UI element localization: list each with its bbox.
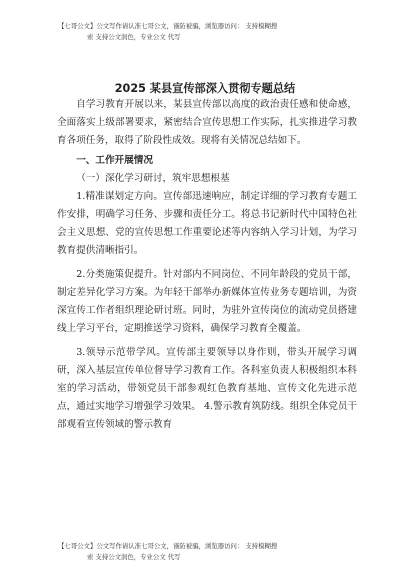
subsection-heading: （一）深化学习研讨，筑牢思想根基: [76, 173, 230, 184]
paragraph-3: 3.领导示范带学风。宣传部主要领导以身作则，带头开展学习调研，深入基层宣传单位督导学习教育工作。各科室负责人积极组织本科室的学习活动，带领党员干部参观红色教育基地、宣传文化先进示范点，通过实地学习增强学习效果。 4.警示教育筑防线。组织全体党员干部观看宣传领域的警示教育: [57, 347, 358, 430]
paragraph-2: 2.分类施策促提升。针对部内不同岗位、不同年龄段的党员干部，制定差异化学习方案。为年轻干部举办新媒体宣传业务专题培训，为资深宣传工作者组织理论研讨班。同时，为驻外宣传岗位的流动党员搭建线上学习平台，定期推送学习资料，确保学习教育全覆盖。: [57, 269, 357, 334]
header-banner-line2: 索 支持公文润色，专业公文 代写: [87, 33, 181, 41]
footer-banner: [58, 541, 378, 563]
paragraph-1: 1.精准谋划定方向。宣传部迅速响应，制定详细的学习教育专题工作安排，明确学习任务、步骤和责任分工。将总书记新时代中国特色社会主义思想、党的宣传思想工作重要论述等内容纳入学习计划，为学习教育提供清晰指引。: [57, 191, 357, 256]
section-heading: 一、工作开展情况: [76, 155, 153, 166]
footer-banner-line1: 【七哥公文】公文写作请认准七哥公文，谨防被骗，浏览器访问： 支持模糊搜: [58, 542, 278, 550]
document-body: [57, 96, 357, 434]
header-banner-line1: 【七哥公文】公文写作请认准七哥公文，谨防被骗，浏览器访问： 支持模糊搜: [58, 22, 278, 30]
document-title: 2025 某县宣传部深入贯彻专题总结: [114, 82, 296, 95]
intro-paragraph: 自学习教育开展以来，某县宣传部以高度的政治责任感和使命感，全面落实上级部署要求，紧密结合宣传思想工作实际，扎实推进学习教育各项任务，取得了阶段性成效。现将有关情况总结如下。: [57, 99, 357, 146]
footer-banner-line2: 索 支持公文润色，专业公文 代写: [87, 553, 181, 561]
header-banner: [58, 21, 378, 43]
